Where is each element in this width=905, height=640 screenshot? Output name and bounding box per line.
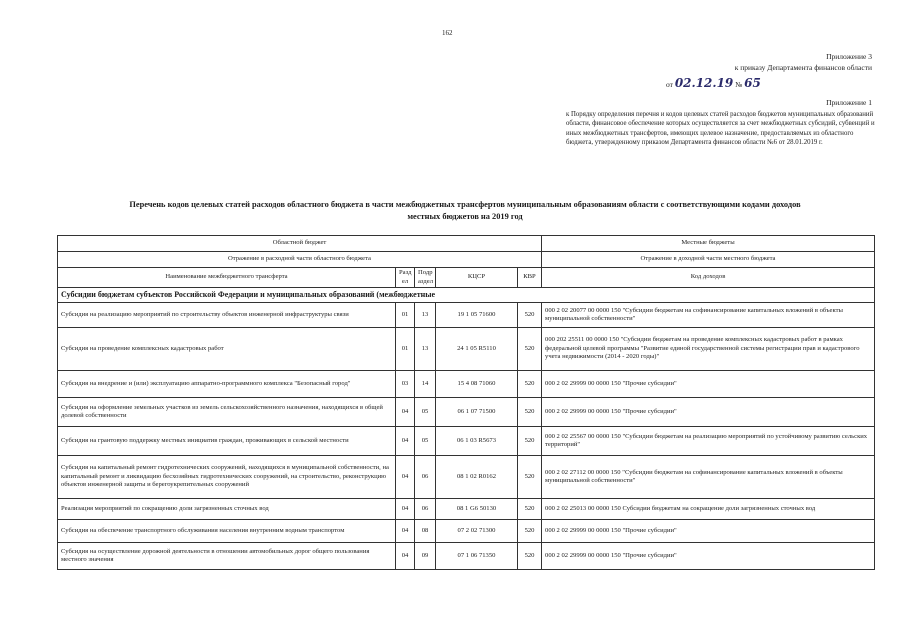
annex-1-text: к Порядку определения перечня и кодов целевых статей расходов бюджетов муниципальных образований области, финансовое обеспечение которых осуществляется за счет межбюджетных субсидий, субвенций и иных межбюджетных трансфертов, имеющих целевое назначение, предоставляемых из областного бюджета, утвержденному приказом Департамента финансов области №6 от 28.01.2019 г. — [566, 111, 875, 146]
col-header-name: Наименование межбюджетного трансферта — [58, 268, 396, 288]
table-row — [58, 520, 875, 543]
row-name: Субсидия на внедрение и (или) эксплуатацию аппаратно-программного комплекса "Безопасный город" — [58, 371, 396, 398]
row-kvr: 520 — [518, 456, 542, 499]
row-kvr: 520 — [518, 499, 542, 520]
row-kcsr: 24 1 05 R5110 — [436, 328, 518, 371]
row-kvr: 520 — [518, 371, 542, 398]
row-name: Субсидия на капитальный ремонт гидротехнических сооружений, находящихся в муниципальной собственности, на капитальный ремонт и ликвидацию бесхозяйных гидротехнических сооружений, на строительство, реконструкцию объектов инженерной защиты и берегоукрепительных сооружений — [58, 456, 396, 499]
row-podr: 13 — [415, 303, 436, 328]
row-kcsr: 08 1 G6 50130 — [436, 499, 518, 520]
row-razd: 04 — [396, 427, 415, 456]
row-income-code: 000 2 02 29999 00 0000 150 "Прочие субсидии" — [542, 520, 875, 543]
annex-3-order-line: к приказу Департамента финансов области — [734, 63, 872, 72]
col-header-kcsr: КЦСР — [436, 268, 518, 288]
row-razd: 01 — [396, 303, 415, 328]
row-kvr: 520 — [518, 543, 542, 570]
row-kvr: 520 — [518, 427, 542, 456]
table-row — [58, 371, 875, 398]
row-income-code: 000 2 02 27112 00 0000 150 "Субсидии бюджетам на софинансирование капитальных вложений в объекты муниципальной собственности" — [542, 456, 875, 499]
handwritten-number: 65 — [744, 76, 761, 90]
handwritten-date: 02.12.19 — [674, 76, 734, 90]
row-income-code: 000 2 02 20077 00 0000 150 "Субсидии бюджетам на софинансирование капитальных вложений в объекты муниципальной собственности" — [542, 303, 875, 328]
annex-3-header — [735, 51, 872, 73]
row-podr: 09 — [415, 543, 436, 570]
row-kcsr: 15 4 08 71060 — [436, 371, 518, 398]
row-name: Субсидия на реализацию мероприятий по строительству объектов инженерной инфраструктуры связи — [58, 303, 396, 328]
col-header-income-code: Код доходов — [542, 268, 875, 288]
row-income-code: 000 202 25511 00 0000 150 "Субсидии бюджетам на проведение комплексных кадастровых работ в рамках федеральной целевой программы "Развитие единой государственной системы регистрации прав и кадастрового учета недвижимости (2014 - 2020 годы)" — [542, 328, 875, 371]
row-razd: 01 — [396, 328, 415, 371]
row-income-code: 000 2 02 29999 00 0000 150 "Прочие субсидии" — [542, 543, 875, 570]
header-regional-expense: Отражение в расходной части областного бюджета — [58, 252, 542, 268]
row-razd: 04 — [396, 543, 415, 570]
document-title: Перечень кодов целевых статей расходов областного бюджета в части межбюджетных трансфертов муниципальным образованиям области с соответствующими кодами доходов местных бюджетов на 2019 год — [129, 200, 801, 221]
table-row — [58, 499, 875, 520]
page-number: 162 — [442, 29, 453, 37]
table-row — [58, 303, 875, 328]
date-prefix: от — [666, 80, 673, 89]
col-header-kvr: КВР — [518, 268, 542, 288]
row-podr: 05 — [415, 398, 436, 427]
row-kcsr: 07 2 02 71300 — [436, 520, 518, 543]
row-name: Субсидия на осуществление дорожной деятельности в отношении автомобильных дорог общего пользования местного значения — [58, 543, 396, 570]
row-podr: 14 — [415, 371, 436, 398]
row-income-code: 000 2 02 29999 00 0000 150 "Прочие субсидии" — [542, 398, 875, 427]
row-name: Субсидия на оформление земельных участков из земель сельскохозяйственного назначения, находящихся в общей долевой собственности — [58, 398, 396, 427]
section-heading: Субсидии бюджетам субъектов Российской Федерации и муниципальных образований (межбюджетные — [58, 288, 875, 303]
row-razd: 04 — [396, 520, 415, 543]
row-podr: 06 — [415, 456, 436, 499]
row-name: Реализация мероприятий по сокращению доли загрязненных сточных вод — [58, 499, 396, 520]
header-local-budgets: Местные бюджеты — [542, 236, 875, 252]
row-podr: 13 — [415, 328, 436, 371]
row-kcsr: 19 1 05 71600 — [436, 303, 518, 328]
row-podr: 08 — [415, 520, 436, 543]
row-name: Субсидия на проведение комплексных кадастровых работ — [58, 328, 396, 371]
table-row — [58, 427, 875, 456]
col-header-razd: Разд ел — [396, 268, 415, 288]
table-row — [58, 398, 875, 427]
transfers-table — [57, 235, 875, 570]
row-razd: 03 — [396, 371, 415, 398]
row-kvr: 520 — [518, 303, 542, 328]
header-regional-budget: Областной бюджет — [58, 236, 542, 252]
row-income-code: 000 2 02 25567 00 0000 150 "Субсидии бюджетам на реализацию мероприятий по устойчивому развитию сельских территорий" — [542, 427, 875, 456]
row-kcsr: 08 1 02 R0162 — [436, 456, 518, 499]
row-kcsr: 07 1 06 71350 — [436, 543, 518, 570]
row-income-code: 000 2 02 29999 00 0000 150 "Прочие субсидии" — [542, 371, 875, 398]
row-razd: 04 — [396, 499, 415, 520]
row-kvr: 520 — [518, 328, 542, 371]
row-kvr: 520 — [518, 520, 542, 543]
annex-3-title: Приложение 3 — [826, 52, 872, 61]
row-podr: 06 — [415, 499, 436, 520]
row-name: Субсидия на грантовую поддержку местных инициатив граждан, проживающих в сельской местности — [58, 427, 396, 456]
table-row — [58, 543, 875, 570]
row-kvr: 520 — [518, 398, 542, 427]
row-kcsr: 06 1 07 71500 — [436, 398, 518, 427]
annex-1-title: Приложение 1 — [826, 98, 872, 107]
row-razd: 04 — [396, 456, 415, 499]
row-income-code: 000 2 02 25013 00 0000 150 Субсидии бюджетам на сокращение доли загрязненных сточных вод — [542, 499, 875, 520]
order-date-line — [666, 76, 761, 90]
row-kcsr: 06 1 03 R5673 — [436, 427, 518, 456]
header-local-income: Отражение в доходной части местного бюджета — [542, 252, 875, 268]
number-sign: № — [735, 80, 743, 89]
table-row — [58, 456, 875, 499]
col-header-podr: Подр аздел — [415, 268, 436, 288]
row-podr: 05 — [415, 427, 436, 456]
row-razd: 04 — [396, 398, 415, 427]
table-row — [58, 328, 875, 371]
row-name: Субсидия на обеспечение транспортного обслуживания населения внутренним водным транспортом — [58, 520, 396, 543]
